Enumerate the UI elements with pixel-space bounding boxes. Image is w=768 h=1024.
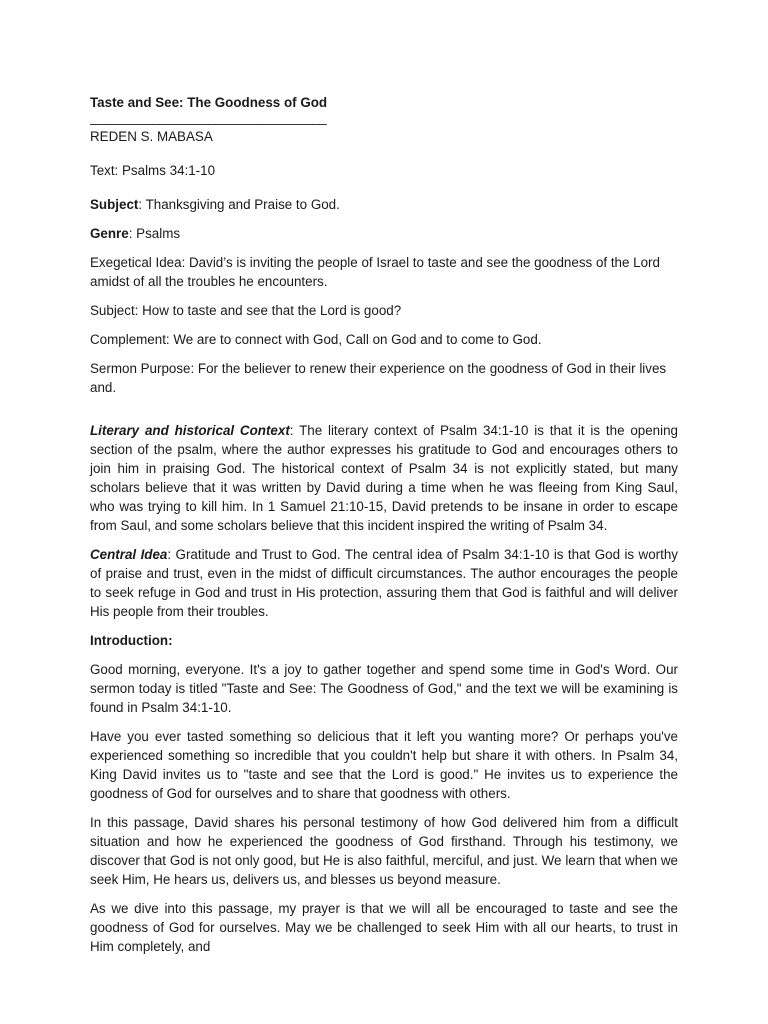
document-body [90, 93, 678, 956]
genre-line [90, 224, 678, 243]
central-idea-label: Central Idea [90, 547, 168, 562]
intro-paragraph-1: Good morning, everyone. It's a joy to gather together and spend some time in God's Word. Our sermon today is titled "Taste and See: The Goodness of God," and the text we will be examining is found in Psalm 34:1-10. [90, 662, 678, 715]
sermon-purpose: Sermon Purpose: For the believer to renew their experience on the goodness of God in their lives and. [90, 361, 667, 395]
context-text: : The literary context of Psalm 34:1-10 is that it is the opening section of the psalm, where the author expresses his gratitude to God and encourages others to join him in praising God. The historical context of Psalm 34 is not explicitly stated, but many scholars believe that it was written by David during a time when he was fleeing from King Saul, who was trying to kill him. In 1 Samuel 21:10-15, David pretends to be insane in order to escape from Saul, and some scholars believe that this incident inspired the writing of Psalm 34. [90, 423, 678, 533]
genre-label: Genre [90, 226, 129, 241]
author-name: REDEN S. MABASA [90, 129, 213, 144]
central-idea-text: : Gratitude and Trust to God. The central idea of Psalm 34:1-10 is that God is worthy of praise and trust, even in the midst of difficult circumstances. The author encourages the people to seek refuge in God and trust in His protection, assuring them that God is faithful and will deliver His people from their troubles. [90, 547, 678, 619]
subject-line [90, 195, 678, 214]
intro-paragraph-2: Have you ever tasted something so delicious that it left you wanting more? Or perhaps you've experienced something so incredible that you couldn't help but share it with others. In Psalm 34, King David invites us to "taste and see that the Lord is good." He invites us to experience the goodness of God for ourselves and to share that goodness with others. [90, 729, 678, 801]
title-underline: __________________________________ [90, 112, 327, 125]
document-title: Taste and See: The Goodness of God [90, 95, 328, 110]
genre-value: : Psalms [128, 226, 181, 241]
central-idea-paragraph [90, 545, 678, 621]
scripture-text-line: Text: Psalms 34:1-10 [90, 163, 216, 178]
subject-value: : Thanksgiving and Praise to God. [138, 197, 340, 212]
subject-label: Subject [90, 197, 139, 212]
context-paragraph [90, 421, 678, 535]
exegetical-idea: Exegetical Idea: David’s is inviting the people of Israel to taste and see the goodness of the Lord amidst of all the troubles he encounters. [90, 255, 660, 289]
intro-paragraph-4: As we dive into this passage, my prayer is that we will all be encouraged to taste and see the goodness of God for ourselves. May we be challenged to seek Him with all our hearts, to trust in Him completely, and [90, 901, 678, 954]
introduction-heading: Introduction: [90, 633, 173, 648]
context-label: Literary and historical Context [90, 423, 290, 438]
complement: Complement: We are to connect with God, Call on God and to come to God. [90, 332, 542, 347]
intro-paragraph-3: In this passage, David shares his personal testimony of how God delivered him from a difficult situation and how he experienced the goodness of God firsthand. Through his testimony, we discover that God is not only good, but He is also faithful, merciful, and just. We learn that when we seek Him, He hears us, delivers us, and blesses us beyond measure. [90, 815, 678, 887]
subject-question: Subject: How to taste and see that the Lord is good? [90, 303, 402, 318]
